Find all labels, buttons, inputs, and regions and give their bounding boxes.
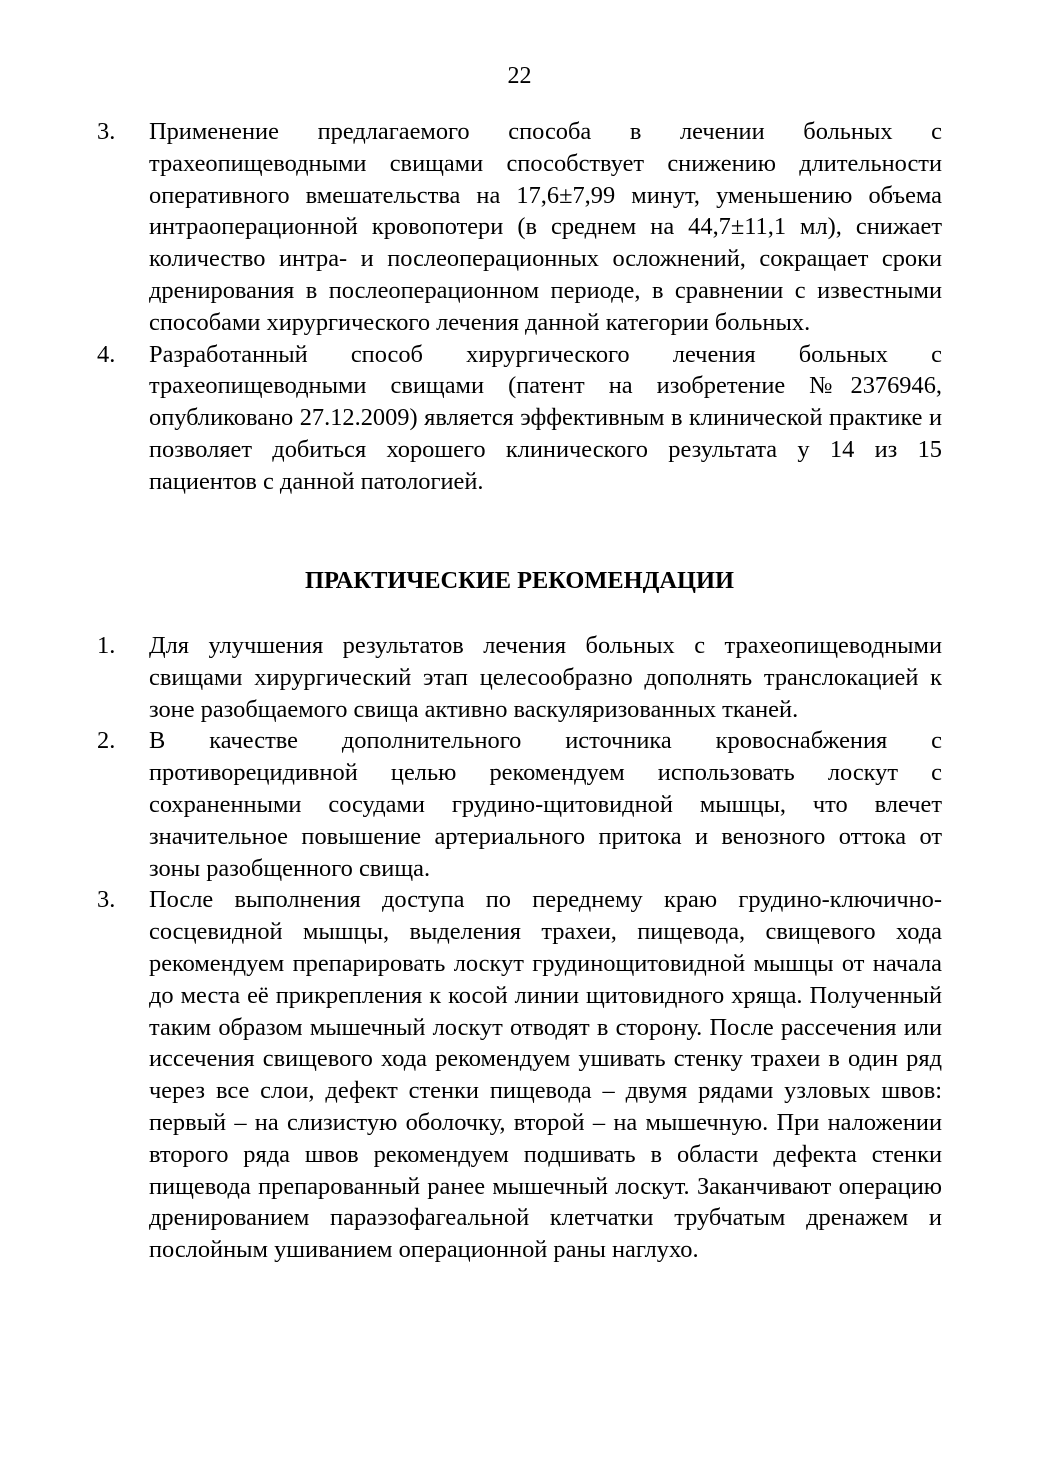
recommendations-list [97,630,942,1266]
page-number: 22 [507,63,532,89]
item-number: 1. [97,632,116,659]
conclusions-list [97,116,942,498]
list-item [97,116,942,339]
item-text: Разработанный способ хирургического лечения больных с трахеопищеводными свищами (патент на изобретение №2376946, опубликовано 27.12.2009) является эффективным в клинической практике и позволяет добиться хорошего клинического результата у 14 из 15 пациентов с данной патологией. [149,340,942,495]
list-item [97,884,942,1266]
list-item [97,339,942,498]
item-text: Для улучшения результатов лечения больных с трахеопищеводными свищами хирургический этап целесообразно дополнять транслокацией к зоне разобщаемого свища активно васкуляризованных тканей. [149,632,942,723]
item-text: Применение предлагаемого способа в лечении больных с трахеопищеводными свищами способствует снижению длительности оперативного вмешательства на 17,6±7,99 минут, уменьшению объема интраоперационной кровопотери (в среднем на 44,7±11,1 мл), снижает количество интра- и послеоперационных осложнений, сокращает сроки дренирования в послеоперационном периоде, в сравнении с известными способами хирургического лечения данной категории больных. [149,118,942,336]
item-number: 3. [97,118,116,145]
item-text: После выполнения доступа по переднему краю грудино-ключично-сосцевидной мышцы, выделения трахеи, пищевода, свищевого хода рекомендуем препарировать лоскут грудинощитовидной мышцы от начала до места её прикрепления к косой линии щитовидного хряща. Полученный таким образом мышечный лоскут отводят в сторону. После рассечения или иссечения свищевого хода рекомендуем ушивать стенку трахеи в один ряд через все слои, дефект стенки пищевода – двумя рядами узловых швов: первый – на слизистую оболочку, второй – на мышечную. При наложении второго ряда швов рекомендуем подшивать в области дефекта стенки пищевода препарованный ранее мышечный лоскут. Заканчивают операцию дренированием параэзофагеальной клетчатки трубчатым дренажем и послойным ушиванием операционной раны наглухо. [149,886,942,1264]
item-number: 4. [97,340,116,368]
item-number: 2. [97,727,116,755]
item-text: В качестве дополнительного источника кровоснабжения с противорецидивной целью рекомендуем использовать лоскут с сохраненными сосудами грудино-щитовидной мышцы, что влечет значительное повышение артериального притока и венозного оттока от зоны разобщенного свища. [149,727,942,882]
item-number: 3. [97,886,116,914]
list-item [97,725,942,884]
list-item [97,630,942,725]
section-heading: ПРАКТИЧЕСКИЕ РЕКОМЕНДАЦИИ [305,567,734,594]
